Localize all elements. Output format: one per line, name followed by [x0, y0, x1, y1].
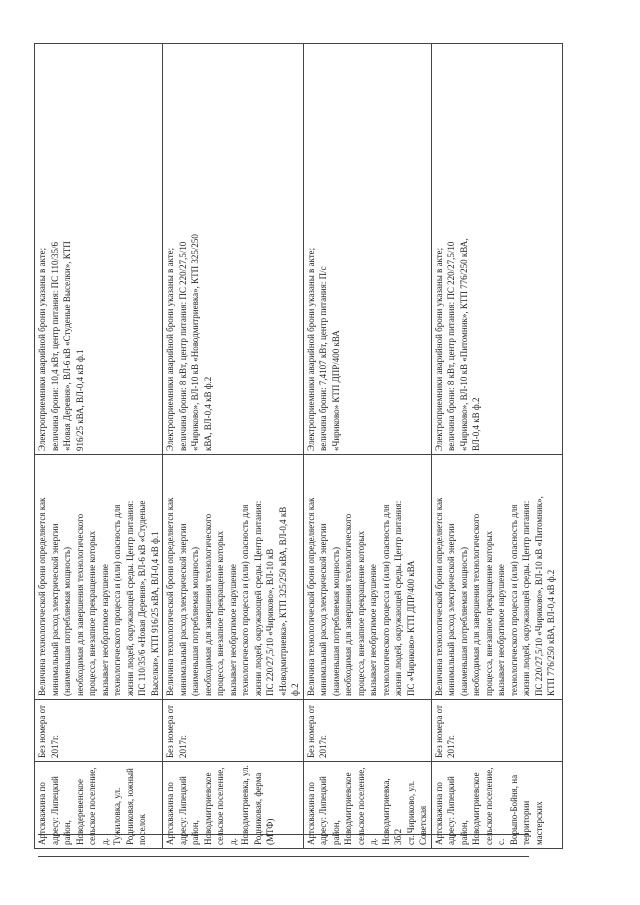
- address-cell: Артскважина по адресу: Липецкий район, Новодмитриевское сельское поселение, с. Ворыпо-Бойня, на территории мастерских: [431, 762, 562, 849]
- reserve-table: [34, 43, 563, 849]
- emergency-reserve-cell: Электроприемники аварийной брони указаны в акте; величина брони: 8 кВт, центр питания: ПС 220/27,5/10 «Чириково», ВЛ-10 кВ «Новодмитриевка», КТП 325/250 кВА, ВЛ-0,4 кВ ф.2: [163, 44, 304, 455]
- act-cell: Без номера от 2017г.: [431, 700, 562, 762]
- act-cell: Без номера от 2017г.: [163, 700, 304, 762]
- technological-reserve-cell: Величина технологической брони определяется как минимальный расход электрической энергии (наименьшая потребляемая мощность) необходимая для завершения технологического процесса, внезапное прекращение которых вызывает необратимое нарушение технологического процесса и (или) опасность для жизни людей, окружающей среды. Центр питания: ПС «Чириково» КТП ДПР/400 кВА: [303, 455, 431, 700]
- act-cell: Без номера от 2017г.: [35, 700, 163, 762]
- rotated-table-container: [34, 54, 556, 849]
- address-cell: Артскважина по адресу: Липецкий район, Новодеревенское сельское поселение, д. Тужиловка, ул. Родниковая, южный поселок: [35, 762, 163, 849]
- bottom-rule-3: [38, 856, 529, 857]
- emergency-reserve-cell: Электроприемники аварийной брони указаны в акте; величина брони: 10,4 кВт, центр питания: ПС 110/35/6 «Новая Деревня», ВЛ-6 кВ «Студеные Выселки», КТП 916/25 кВА, ВЛ-0,4 кВ ф.1: [35, 44, 163, 455]
- table-row: [163, 44, 304, 849]
- emergency-reserve-cell: Электроприемники аварийной брони указаны в акте; величина брони: 7,4107 кВт, центр питания: П/с «Чириково» КТП ДПР/400 кВА: [303, 44, 431, 455]
- table-row: [303, 44, 431, 849]
- emergency-reserve-cell: Электроприемники аварийной брони указаны в акте; величина брони: 8 кВт, центр питания: ПС 220/27,5/10 «Чириково», ВЛ-10 кВ «Питомник», КТП 776/250 кВА, ВЛ-0,4 кВ ф.2: [431, 44, 562, 455]
- address-cell: Артскважина по адресу: Липецкий район, Новодмитриевское сельское поселение, д. Новодмитриевка, ул. Родниковая, ферма (МТФ): [163, 762, 304, 849]
- act-cell: Без номера от 2017г.: [303, 700, 431, 762]
- table-row: [35, 44, 163, 849]
- technological-reserve-cell: Величина технологической брони определяется как минимальный расход электрической энергии (наименьшая потребляемая мощность) необходимая для завершения технологического процесса, внезапное прекращение которых вызывает необратимое нарушение технологического процесса и (или) опасность для жизни людей, окружающей среды. Центр питания: ПС 220/27,5/10 «Чириково», ВЛ-10 кВ «Питомник», КТП 776/250 кВА, ВЛ-0,4 кВ ф.2: [431, 455, 562, 700]
- address-cell: Артскважина по адресу: Липецкий район, Новодмитриевское сельское поселение, д. Новодмитриевка, 3б/2 ст. Чириково, ул. Советская: [303, 762, 431, 849]
- technological-reserve-cell: Величина технологической брони определяется как минимальный расход электрической энергии (наименьшая потребляемая мощность) необходимая для завершения технологического процесса, внезапное прекращение которых вызывает необратимое нарушение технологического процесса и (или) опасность для жизни людей, окружающей среды. Центр питания: ПС 220/27,5/10 «Чириково», ВЛ-10 кВ «Новодмитриевка», КТП 325/250 кВА, ВЛ-0,4 кВ ф.2: [163, 455, 304, 700]
- technological-reserve-cell: Величина технологической брони определяется как минимальный расход электрической энергии (наименьшая потребляемая мощность) необходимая для завершения технологического процесса, внезапное прекращение которых вызывает необратимое нарушение технологического процесса и (или) опасность для жизни людей, окружающей среды. Центр питания: ПС 110/35/6 «Новая Деревня», ВЛ-6 кВ «Студеные Выселки», КТП 916/25 кВА, ВЛ-0,4 кВ ф.1: [35, 455, 163, 700]
- table-row: [431, 44, 562, 849]
